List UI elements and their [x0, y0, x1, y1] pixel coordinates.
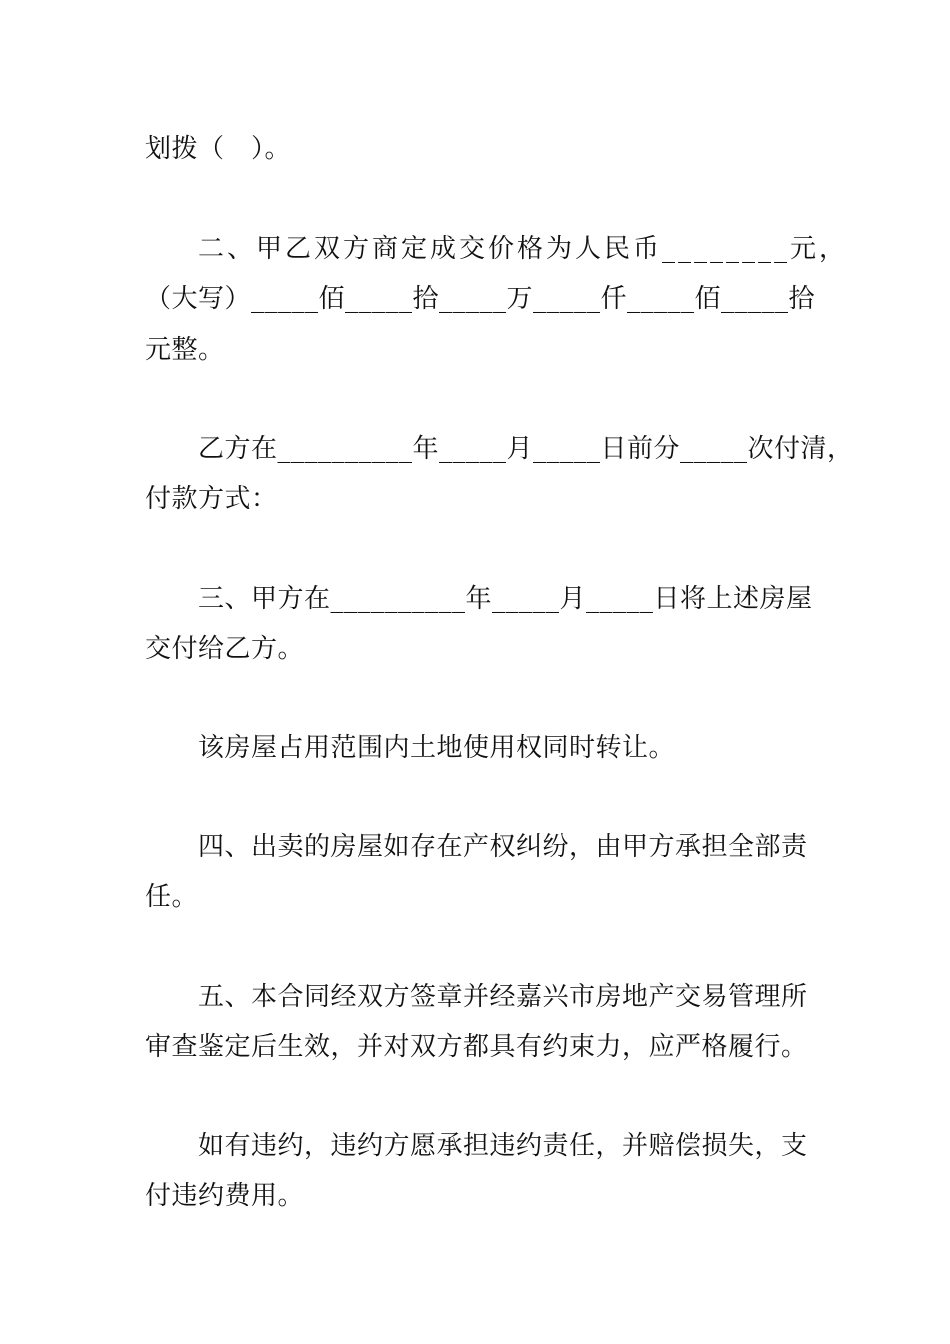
text-line-dispute: 四、出卖的房屋如存在产权纠纷，由甲方承担全部责: [198, 832, 808, 862]
text-line-delivery-date: 三、甲方在__________年_____月_____日将上述房屋: [198, 584, 813, 614]
text-line-payment-date: 乙方在__________年_____月_____日前分_____次付清，: [198, 434, 854, 464]
text-line-breach: 如有违约，违约方愿承担违约责任，并赔偿损失，支: [198, 1131, 808, 1161]
text-line-allocation: 划拨（ ）。: [145, 134, 292, 164]
text-line-effective-end: 审查鉴定后生效，并对双方都具有约束力，应严格履行。: [145, 1032, 808, 1062]
text-line-price-capital: （大写）_____佰_____拾_____万_____仟_____佰_____拾: [145, 284, 816, 314]
text-line-breach-end: 付违约费用。: [145, 1181, 305, 1211]
text-line-price: 二、甲乙双方商定成交价格为人民币________元，: [198, 234, 849, 264]
text-line-effective: 五、本合同经双方签章并经嘉兴市房地产交易管理所: [198, 982, 808, 1012]
text-line-dispute-end: 任。: [145, 882, 199, 912]
text-line-payment-method: 付款方式：: [145, 484, 278, 514]
text-line-land-use: 该房屋占用范围内土地使用权同时转让。: [198, 733, 676, 763]
text-line-delivery-end: 交付给乙方。: [145, 634, 305, 664]
text-line-price-end: 元整。: [145, 335, 225, 365]
